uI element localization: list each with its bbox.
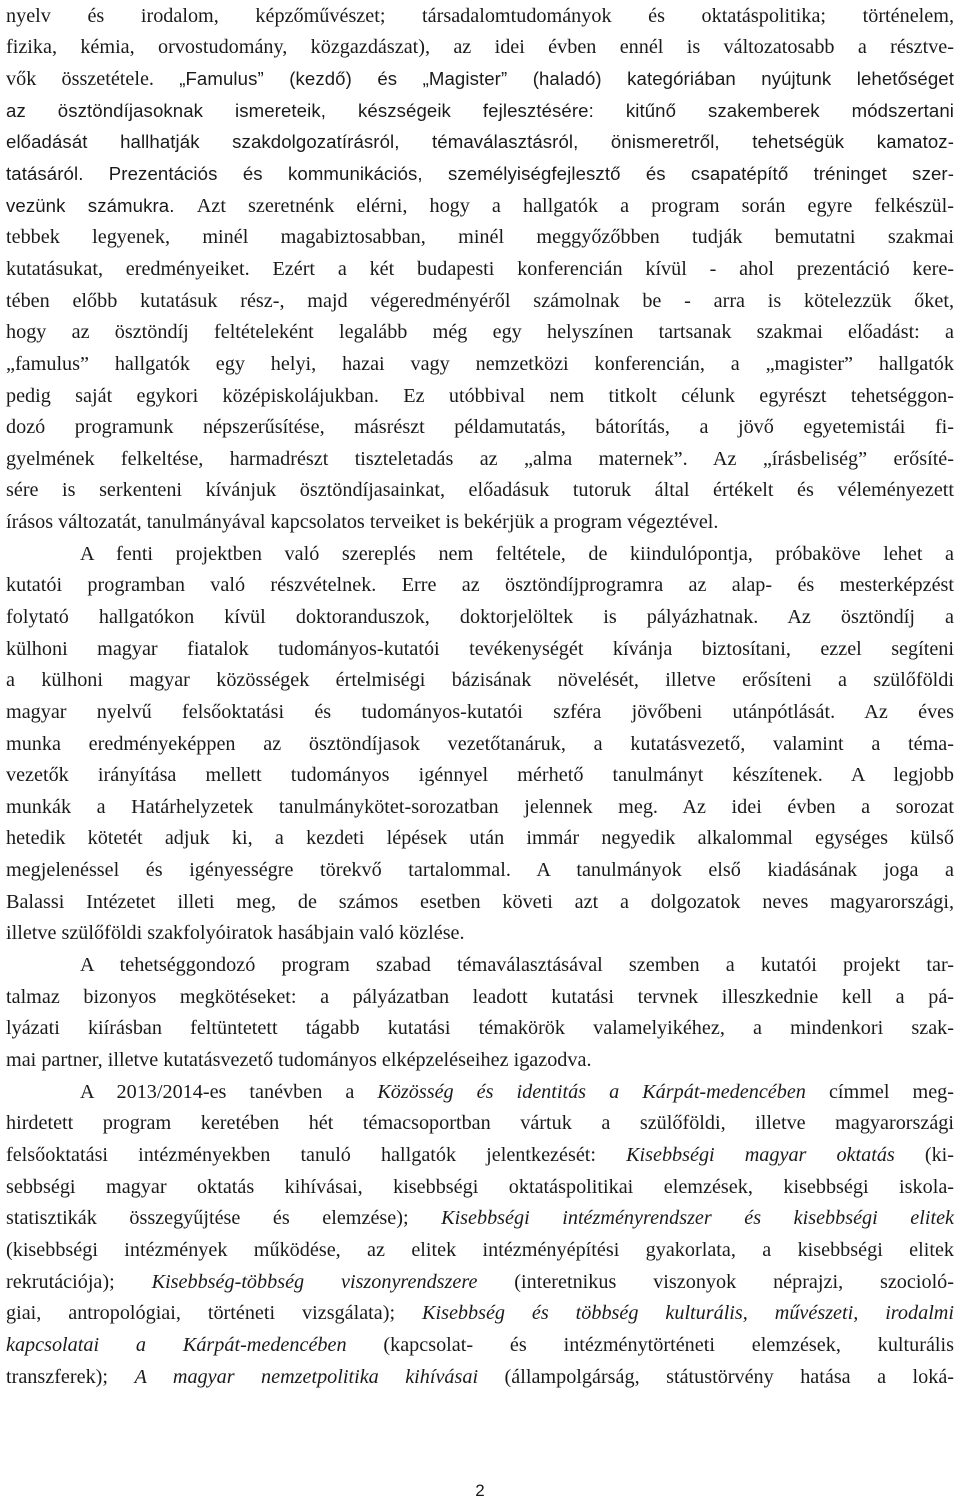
text-segment: sére is serkenteni kívánjuk ösztöndíjasainkat, előadásuk tutoruk által értékelt és véleményezett — [6, 479, 954, 501]
text-line — [6, 1044, 954, 1076]
text-segment: illetve szülőföldi szakfolyóiratok hasábjain való közlése. — [6, 922, 465, 944]
text-segment: munkák a Határhelyzetek tanulmánykötet-sorozatban jelennek meg. Az idei évben a sorozat — [6, 796, 954, 818]
text-line — [6, 158, 954, 190]
text-segment: kutatói programban való részvételnek. Erre az ösztöndíjprogramra az alap- és mesterképzést — [6, 574, 954, 596]
text-line — [6, 1139, 954, 1171]
text-line — [6, 506, 954, 538]
text-line — [6, 253, 954, 285]
text-segment: megjelenéssel és igényességre törekvő tartalommal. A tanulmányok első kiadásának joga a — [6, 859, 954, 881]
text-line — [6, 822, 954, 854]
text-line — [6, 791, 954, 823]
text-line — [6, 95, 954, 127]
text-segment: vezetők irányítása mellett tudományos igénnyel mérhető tanulmányt készítenek. A legjobb — [6, 764, 954, 786]
text-line — [6, 696, 954, 728]
text-segment: statisztikák összegyűjtése és elemzése); — [6, 1207, 442, 1229]
text-segment: hogy az ösztöndíj feltételeként legalább még egy helyszínen tartsanak szakmai előadást: a — [6, 321, 954, 343]
text-line — [6, 63, 954, 95]
text-line — [6, 443, 954, 475]
text-line — [6, 633, 954, 665]
text-segment: talmaz bizonyos megkötéseket: a pályázatban leadott kutatási tervnek illeszkednie kell a pá- — [6, 986, 954, 1008]
italic-text: A magyar nemzetpolitika kihívásai — [134, 1366, 479, 1388]
italic-text: Kisebbség és többség kulturális, művészeti, irodalmi — [422, 1302, 954, 1324]
text-line — [6, 190, 954, 222]
text-segment: A tehetséggondozó program szabad témaválasztásával szemben a kutatói projekt tar- — [80, 954, 954, 976]
text-segment: (interetnikus viszonyok néprajzi, szocioló- — [477, 1271, 954, 1293]
text-segment: mai partner, illetve kutatásvezető tudományos elképzeléseihez igazodva. — [6, 1049, 592, 1071]
text-line — [6, 1361, 954, 1393]
text-line — [6, 981, 954, 1013]
text-line — [6, 474, 954, 506]
text-line — [80, 538, 954, 570]
text-segment: (ki- — [894, 1144, 954, 1166]
text-segment: tebbek legyenek, minél magabiztosabban, minél meggyőzőbben tudják bemutatni szakmai — [6, 226, 954, 248]
text-segment: gyelmének felkeltése, harmadrészt tiszteletadás az „alma maternek”. Az „írásbeliség” erősíté- — [6, 448, 954, 470]
text-line — [6, 569, 954, 601]
text-line — [80, 949, 954, 981]
text-segment: kutatásukat, eredményeiket. Ezért a két budapesti konferencián kívül - ahol prezentáció kere- — [6, 258, 954, 280]
text-segment: tatásáról. Prezentációs és kommunikációs, személyiségfejlesztő és csapatépítő tréninget szer- — [6, 163, 954, 184]
text-segment: fizika, kémia, orvostudomány, közgazdászat), az idei évben ennél is változatosabb a résztve- — [6, 36, 954, 58]
text-segment: előadását hallhatják szakdolgozatírásról, témaválasztásról, önismeretről, tehetségük kamatoz- — [6, 131, 954, 152]
text-line — [6, 316, 954, 348]
text-segment: Balassi Intézetet illeti meg, de számos esetben követi azt a dolgozatok neves magyarországi, — [6, 891, 954, 913]
text-segment: magyar nyelvű felsőoktatási és tudományos-kutatói szféra jövőbeni utánpótlását. Az éves — [6, 701, 954, 723]
text-line — [6, 1297, 954, 1329]
text-segment: (állampolgárság, státustörvény hatása a loká- — [478, 1366, 954, 1388]
text-segment: (kapcsolat- és intézménytörténeti elemzések, kulturális — [346, 1334, 954, 1356]
text-line — [6, 1107, 954, 1139]
italic-text: Kisebbségi intézményrendszer és kisebbségi elitek — [441, 1207, 954, 1229]
text-line — [6, 285, 954, 317]
text-segment: munka eredményeképpen az ösztöndíjasok vezetőtanáruk, a kutatásvezető, valamint a téma- — [6, 733, 954, 755]
text-segment: vők összetétele. — [6, 68, 180, 90]
text-segment: folytató hallgatókon kívül doktoranduszok, doktorjelöltek is pályázhatnak. Az ösztöndíj a — [6, 606, 954, 628]
italic-text: Kisebbségi magyar oktatás — [626, 1144, 895, 1166]
text-line — [6, 1266, 954, 1298]
text-line — [6, 380, 954, 412]
text-segment: vezünk számukra. — [6, 195, 197, 216]
text-line — [6, 759, 954, 791]
italic-text: Kisebbség-többség viszonyrendszere — [151, 1271, 478, 1293]
text-line — [6, 1329, 954, 1361]
text-segment: (kisebbségi intézmények működése, az elitek intézményépítési gyakorlata, a kisebbségi elitek — [6, 1239, 954, 1261]
text-segment: pedig saját egykori középiskolájukban. Ez utóbbival nem titkolt célunk egyrészt tehetséggon- — [6, 385, 954, 407]
text-line — [6, 1202, 954, 1234]
text-line — [6, 126, 954, 158]
text-segment: „famulus” hallgatók egy helyi, hazai vagy nemzetközi konferencián, a „magister” hallgatók — [6, 353, 954, 375]
italic-text: kapcsolatai a Kárpát-medencében — [6, 1334, 347, 1356]
page-number: 2 — [475, 1481, 485, 1500]
text-segment: nyelv és irodalom, képzőművészet; társadalomtudományok és oktatáspolitika; történelem, — [6, 5, 954, 27]
text-segment: címmel meg- — [805, 1081, 955, 1103]
italic-text: Közösség és identitás a Kárpát-medencében — [377, 1081, 806, 1103]
text-segment: írásos változatát, tanulmányával kapcsolatos terveiket is bekérjük a program végeztével. — [6, 511, 719, 533]
text-line — [6, 221, 954, 253]
text-line — [80, 1076, 954, 1108]
text-line — [6, 411, 954, 443]
text-line — [6, 886, 954, 918]
text-line — [6, 728, 954, 760]
text-segment: A 2013/2014-es tanévben a — [80, 1081, 378, 1103]
text-segment: Azt szeretnénk elérni, hogy a hallgatók a program során egyre felkészül- — [196, 195, 954, 217]
text-line — [6, 917, 954, 949]
text-segment: dozó programunk népszerűsítése, másrészt példamutatás, bátorítás, a jövő egyetemistái fi- — [6, 416, 954, 438]
text-segment: A fenti projektben való szereplés nem feltétele, de kiindulópontja, próbaköve lehet a — [80, 543, 954, 565]
text-line — [6, 601, 954, 633]
text-segment: a külhoni magyar közösségek értelmiségi bázisának növelését, illetve erősíteni a szülőföldi — [6, 669, 954, 691]
text-segment: sebbségi magyar oktatás kihívásai, kisebbségi oktatáspolitikai elemzések, kisebbségi iskola- — [6, 1176, 954, 1198]
text-segment: giai, antropológiai, történeti vizsgálata); — [6, 1302, 423, 1324]
text-segment: „Famulus” (kezdő) és „Magister” (haladó) kategóriában nyújtunk lehetőséget — [179, 68, 955, 89]
text-line — [6, 348, 954, 380]
text-line — [6, 1234, 954, 1266]
text-segment: hirdetett program keretében hét témacsoportban vártuk a szülőföldi, illetve magyarországi — [6, 1112, 954, 1134]
text-line — [6, 0, 954, 32]
text-line — [6, 664, 954, 696]
text-segment: lyázati kiírásban feltüntetett tágabb kutatási témakörök valamelyikéhez, a mindenkori szak- — [6, 1017, 954, 1039]
text-line — [6, 1012, 954, 1044]
text-segment: rekrutációja); — [6, 1271, 152, 1293]
text-line — [6, 1171, 954, 1203]
text-line — [6, 854, 954, 886]
text-line — [6, 31, 954, 63]
text-segment: az ösztöndíjasoknak ismereteik, készségeik fejlesztésére: kitűnő szakemberek módszertani — [6, 100, 954, 121]
text-segment: felsőoktatási intézményekben tanuló hallgatók jelentkezését: — [6, 1144, 627, 1166]
text-segment: külhoni magyar fiatalok tudományos-kutatói tevékenységét kívánja biztosítani, ezzel segíteni — [6, 638, 954, 660]
text-segment: hetedik kötetét adjuk ki, a kezdeti lépések után immár negyedik alkalommal egységes külső — [6, 827, 954, 849]
text-segment: tében előbb kutatásuk rész-, majd végeredményéről számolnak be - arra is kötelezzük őket, — [6, 290, 954, 312]
text-segment: transzferek); — [6, 1366, 135, 1388]
